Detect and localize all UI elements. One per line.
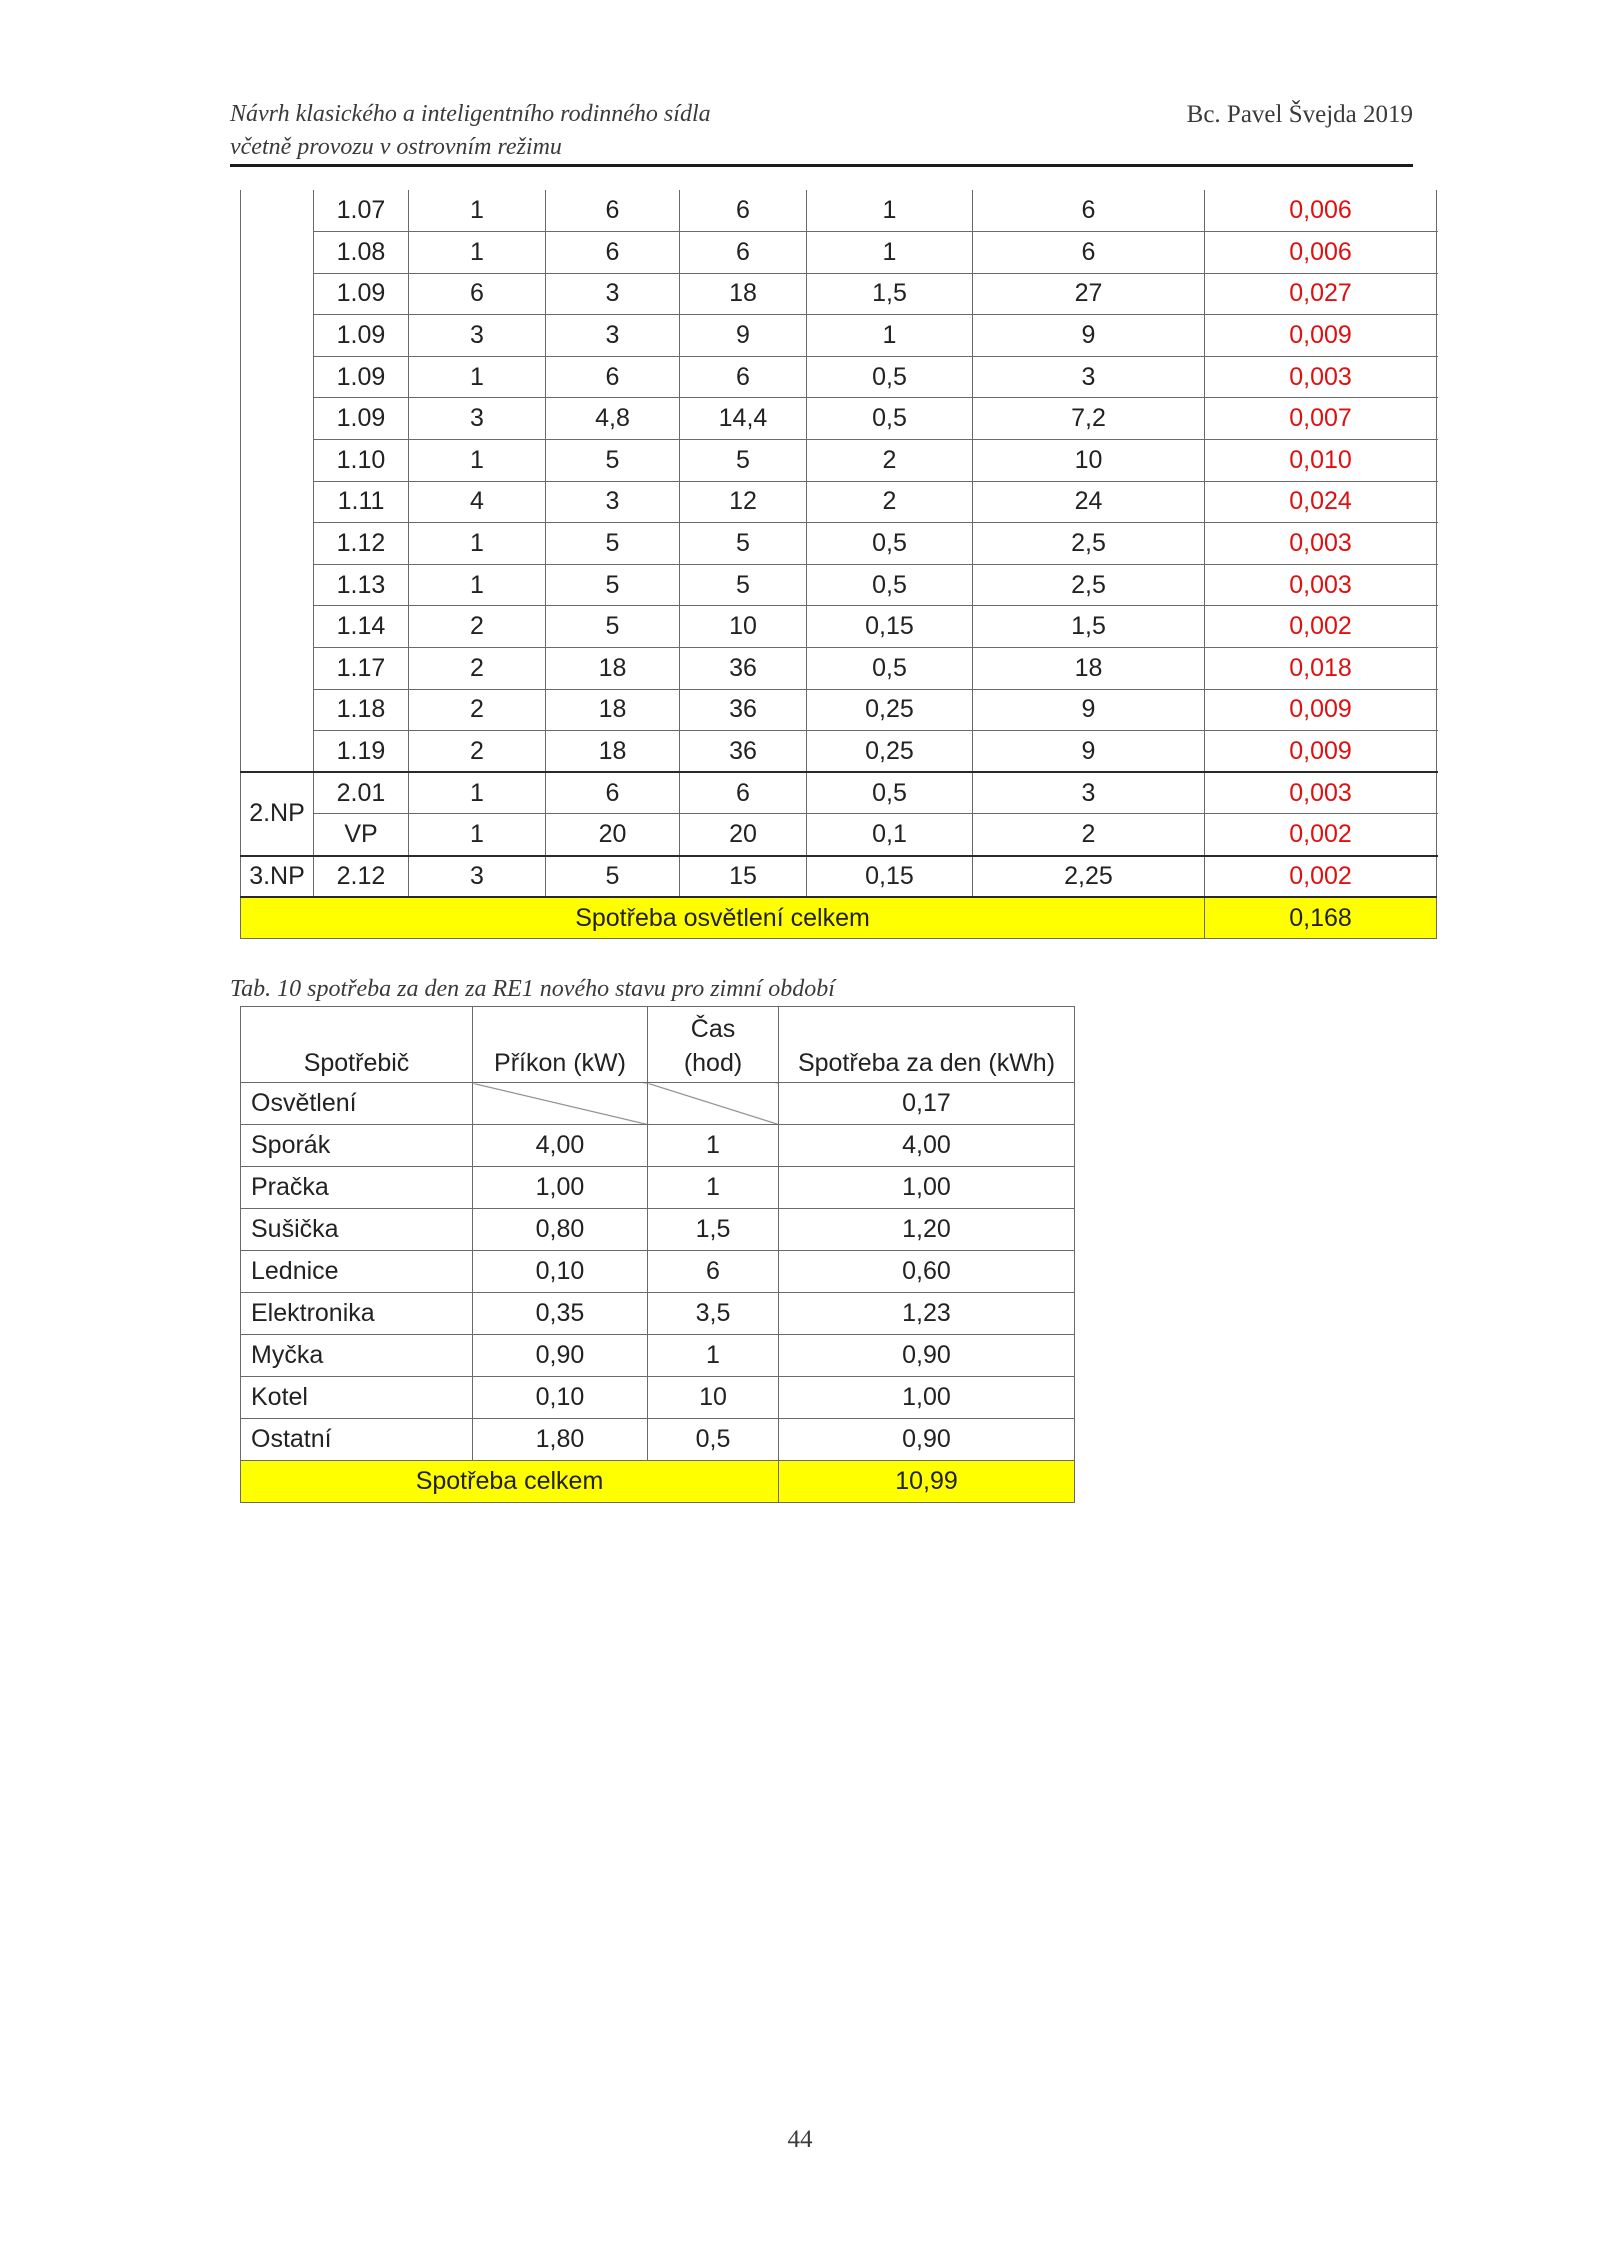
cell-time: 0,5 — [648, 1419, 779, 1461]
cell-power: 0,80 — [473, 1209, 648, 1251]
cell-hours: 1 — [807, 232, 973, 274]
table-row — [241, 1377, 1075, 1419]
cell-room: 1.07 — [314, 190, 409, 232]
author-year: Bc. Pavel Švejda 2019 — [1186, 101, 1413, 128]
total-row — [241, 897, 1437, 939]
cell-count: 1 — [409, 356, 546, 398]
table-row — [241, 315, 1437, 357]
cell-power: 5 — [546, 606, 680, 648]
cell-hours: 0,5 — [807, 398, 973, 440]
cell-room: 1.17 — [314, 648, 409, 690]
cell-count: 1 — [409, 772, 546, 814]
cell-room: 1.11 — [314, 481, 409, 523]
cell-kwh: 0,002 — [1205, 814, 1437, 856]
cell-wh: 24 — [973, 481, 1205, 523]
cell-appliance: Sušička — [241, 1209, 473, 1251]
cell-room: 1.08 — [314, 232, 409, 274]
cell-kwh: 0,024 — [1205, 481, 1437, 523]
cell-room: VP — [314, 814, 409, 856]
cell-total-power: 6 — [680, 772, 807, 814]
cell-room: 1.18 — [314, 689, 409, 731]
cell-total-power: 9 — [680, 315, 807, 357]
table-row — [241, 772, 1437, 814]
cell-appliance: Pračka — [241, 1167, 473, 1209]
cell-power: 5 — [546, 856, 680, 898]
header-time — [648, 1007, 779, 1083]
cell-daily: 0,90 — [779, 1419, 1075, 1461]
cell-kwh: 0,018 — [1205, 648, 1437, 690]
cell-room: 1.13 — [314, 564, 409, 606]
cell-kwh: 0,007 — [1205, 398, 1437, 440]
cell-wh: 9 — [973, 689, 1205, 731]
cell-kwh: 0,009 — [1205, 731, 1437, 773]
header-power: Příkon (kW) — [473, 1007, 648, 1083]
cell-room: 1.09 — [314, 315, 409, 357]
table-row — [241, 1209, 1075, 1251]
table-row — [241, 814, 1437, 856]
cell-wh: 3 — [973, 772, 1205, 814]
table-row — [241, 1083, 1075, 1125]
header-appliance: Spotřebič — [241, 1007, 473, 1083]
cell-power: 18 — [546, 648, 680, 690]
cell-daily: 1,23 — [779, 1293, 1075, 1335]
total-row — [241, 1461, 1075, 1503]
cell-hours: 0,5 — [807, 564, 973, 606]
cell-total-power: 15 — [680, 856, 807, 898]
table-caption: Tab. 10 spotřeba za den za RE1 nového stavu pro zimní období — [230, 976, 835, 1002]
cell-kwh: 0,006 — [1205, 190, 1437, 232]
cell-time-empty — [648, 1083, 779, 1125]
table-row — [241, 1251, 1075, 1293]
cell-wh: 6 — [973, 232, 1205, 274]
table-row — [241, 273, 1437, 315]
floor-cell-1np — [241, 190, 314, 772]
header-time-line2: (hod) — [683, 1049, 743, 1077]
cell-count: 1 — [409, 440, 546, 482]
cell-power: 5 — [546, 564, 680, 606]
cell-power: 4,00 — [473, 1125, 648, 1167]
cell-power: 0,90 — [473, 1335, 648, 1377]
document-title-line1: Návrh klasického a inteligentního rodinného sídla — [230, 101, 711, 127]
cell-count: 1 — [409, 564, 546, 606]
table-row — [241, 481, 1437, 523]
cell-power: 3 — [546, 315, 680, 357]
total-value: 10,99 — [779, 1461, 1075, 1503]
total-label: Spotřeba osvětlení celkem — [241, 897, 1205, 939]
cell-power: 6 — [546, 232, 680, 274]
cell-appliance: Ostatní — [241, 1419, 473, 1461]
cell-time: 3,5 — [648, 1293, 779, 1335]
cell-power: 0,10 — [473, 1377, 648, 1419]
cell-hours: 0,25 — [807, 731, 973, 773]
cell-total-power: 6 — [680, 232, 807, 274]
cell-hours: 0,25 — [807, 689, 973, 731]
cell-total-power: 12 — [680, 481, 807, 523]
table-row — [241, 606, 1437, 648]
cell-count: 3 — [409, 856, 546, 898]
cell-appliance: Osvětlení — [241, 1083, 473, 1125]
cell-hours: 0,5 — [807, 772, 973, 814]
cell-total-power: 36 — [680, 731, 807, 773]
cell-power: 6 — [546, 356, 680, 398]
cell-hours: 1,5 — [807, 273, 973, 315]
cell-appliance: Myčka — [241, 1335, 473, 1377]
cell-count: 2 — [409, 648, 546, 690]
cell-count: 1 — [409, 232, 546, 274]
cell-kwh: 0,002 — [1205, 606, 1437, 648]
lighting-consumption-table — [240, 190, 1437, 939]
cell-time: 1 — [648, 1125, 779, 1167]
table-row — [241, 1419, 1075, 1461]
cell-time: 1 — [648, 1335, 779, 1377]
table-row — [241, 564, 1437, 606]
cell-total-power: 20 — [680, 814, 807, 856]
cell-daily: 1,20 — [779, 1209, 1075, 1251]
cell-wh: 9 — [973, 315, 1205, 357]
cell-wh: 18 — [973, 648, 1205, 690]
cell-kwh: 0,003 — [1205, 564, 1437, 606]
cell-power: 3 — [546, 273, 680, 315]
cell-hours: 2 — [807, 440, 973, 482]
floor-cell-3np: 3.NP — [241, 856, 314, 898]
table-row — [241, 232, 1437, 274]
cell-power: 6 — [546, 772, 680, 814]
cell-wh: 2 — [973, 814, 1205, 856]
cell-total-power: 5 — [680, 523, 807, 565]
cell-power: 5 — [546, 440, 680, 482]
cell-total-power: 6 — [680, 190, 807, 232]
cell-power: 1,80 — [473, 1419, 648, 1461]
cell-daily: 1,00 — [779, 1377, 1075, 1419]
table-row — [241, 1335, 1075, 1377]
cell-appliance: Sporák — [241, 1125, 473, 1167]
cell-count: 1 — [409, 814, 546, 856]
table-row — [241, 856, 1437, 898]
table-row — [241, 523, 1437, 565]
cell-time: 1,5 — [648, 1209, 779, 1251]
cell-count: 2 — [409, 689, 546, 731]
page-header — [230, 98, 1413, 167]
header-daily: Spotřeba za den (kWh) — [779, 1007, 1075, 1083]
cell-power-empty — [473, 1083, 648, 1125]
cell-count: 1 — [409, 190, 546, 232]
cell-time: 6 — [648, 1251, 779, 1293]
cell-count: 4 — [409, 481, 546, 523]
cell-room: 1.09 — [314, 273, 409, 315]
cell-room: 2.12 — [314, 856, 409, 898]
cell-total-power: 10 — [680, 606, 807, 648]
cell-kwh: 0,003 — [1205, 356, 1437, 398]
cell-time: 10 — [648, 1377, 779, 1419]
cell-room: 1.09 — [314, 356, 409, 398]
cell-daily: 1,00 — [779, 1167, 1075, 1209]
cell-total-power: 36 — [680, 648, 807, 690]
table-row — [241, 1125, 1075, 1167]
cell-count: 3 — [409, 315, 546, 357]
cell-hours: 2 — [807, 481, 973, 523]
cell-wh: 27 — [973, 273, 1205, 315]
cell-hours: 1 — [807, 315, 973, 357]
cell-hours: 0,15 — [807, 606, 973, 648]
table-row — [241, 398, 1437, 440]
cell-kwh: 0,003 — [1205, 523, 1437, 565]
header-time-line1: Čas — [690, 1015, 736, 1043]
cell-total-power: 14,4 — [680, 398, 807, 440]
cell-power: 18 — [546, 689, 680, 731]
page-number: 44 — [787, 2126, 813, 2153]
cell-appliance: Kotel — [241, 1377, 473, 1419]
cell-wh: 6 — [973, 190, 1205, 232]
table-row — [241, 731, 1437, 773]
cell-kwh: 0,006 — [1205, 232, 1437, 274]
cell-daily: 0,90 — [779, 1335, 1075, 1377]
cell-kwh: 0,010 — [1205, 440, 1437, 482]
cell-daily: 0,17 — [779, 1083, 1075, 1125]
cell-wh: 10 — [973, 440, 1205, 482]
cell-total-power: 5 — [680, 564, 807, 606]
cell-room: 2.01 — [314, 772, 409, 814]
cell-total-power: 18 — [680, 273, 807, 315]
cell-total-power: 36 — [680, 689, 807, 731]
floor-cell-2np: 2.NP — [241, 772, 314, 855]
cell-appliance: Elektronika — [241, 1293, 473, 1335]
cell-hours: 0,5 — [807, 356, 973, 398]
total-value: 0,168 — [1205, 897, 1437, 939]
cell-hours: 0,15 — [807, 856, 973, 898]
cell-hours: 0,5 — [807, 523, 973, 565]
cell-room: 1.09 — [314, 398, 409, 440]
cell-hours: 0,1 — [807, 814, 973, 856]
cell-total-power: 5 — [680, 440, 807, 482]
table-row — [241, 1167, 1075, 1209]
cell-count: 2 — [409, 606, 546, 648]
cell-power: 4,8 — [546, 398, 680, 440]
daily-consumption-table — [240, 1006, 1075, 1503]
cell-power: 6 — [546, 190, 680, 232]
total-label: Spotřeba celkem — [241, 1461, 779, 1503]
table-row — [241, 356, 1437, 398]
cell-power: 0,35 — [473, 1293, 648, 1335]
cell-wh: 2,5 — [973, 523, 1205, 565]
table-row — [241, 689, 1437, 731]
cell-room: 1.10 — [314, 440, 409, 482]
table-row — [241, 190, 1437, 232]
cell-wh: 3 — [973, 356, 1205, 398]
cell-wh: 2,5 — [973, 564, 1205, 606]
cell-wh: 9 — [973, 731, 1205, 773]
cell-total-power: 6 — [680, 356, 807, 398]
cell-daily: 4,00 — [779, 1125, 1075, 1167]
cell-wh: 2,25 — [973, 856, 1205, 898]
cell-count: 3 — [409, 398, 546, 440]
document-title-line2: včetně provozu v ostrovním režimu — [230, 134, 562, 160]
cell-count: 2 — [409, 731, 546, 773]
cell-kwh: 0,003 — [1205, 772, 1437, 814]
cell-room: 1.14 — [314, 606, 409, 648]
cell-power: 0,10 — [473, 1251, 648, 1293]
cell-count: 6 — [409, 273, 546, 315]
cell-room: 1.12 — [314, 523, 409, 565]
document-title — [230, 98, 711, 164]
cell-time: 1 — [648, 1167, 779, 1209]
header-row — [241, 1007, 1075, 1083]
cell-power: 1,00 — [473, 1167, 648, 1209]
cell-power: 3 — [546, 481, 680, 523]
table-row — [241, 1293, 1075, 1335]
cell-count: 1 — [409, 523, 546, 565]
cell-wh: 1,5 — [973, 606, 1205, 648]
table-row — [241, 440, 1437, 482]
cell-kwh: 0,009 — [1205, 689, 1437, 731]
cell-room: 1.19 — [314, 731, 409, 773]
cell-power: 20 — [546, 814, 680, 856]
cell-power: 5 — [546, 523, 680, 565]
cell-kwh: 0,002 — [1205, 856, 1437, 898]
cell-appliance: Lednice — [241, 1251, 473, 1293]
cell-kwh: 0,009 — [1205, 315, 1437, 357]
table-row — [241, 648, 1437, 690]
cell-hours: 0,5 — [807, 648, 973, 690]
cell-kwh: 0,027 — [1205, 273, 1437, 315]
cell-power: 18 — [546, 731, 680, 773]
cell-hours: 1 — [807, 190, 973, 232]
cell-wh: 7,2 — [973, 398, 1205, 440]
cell-daily: 0,60 — [779, 1251, 1075, 1293]
